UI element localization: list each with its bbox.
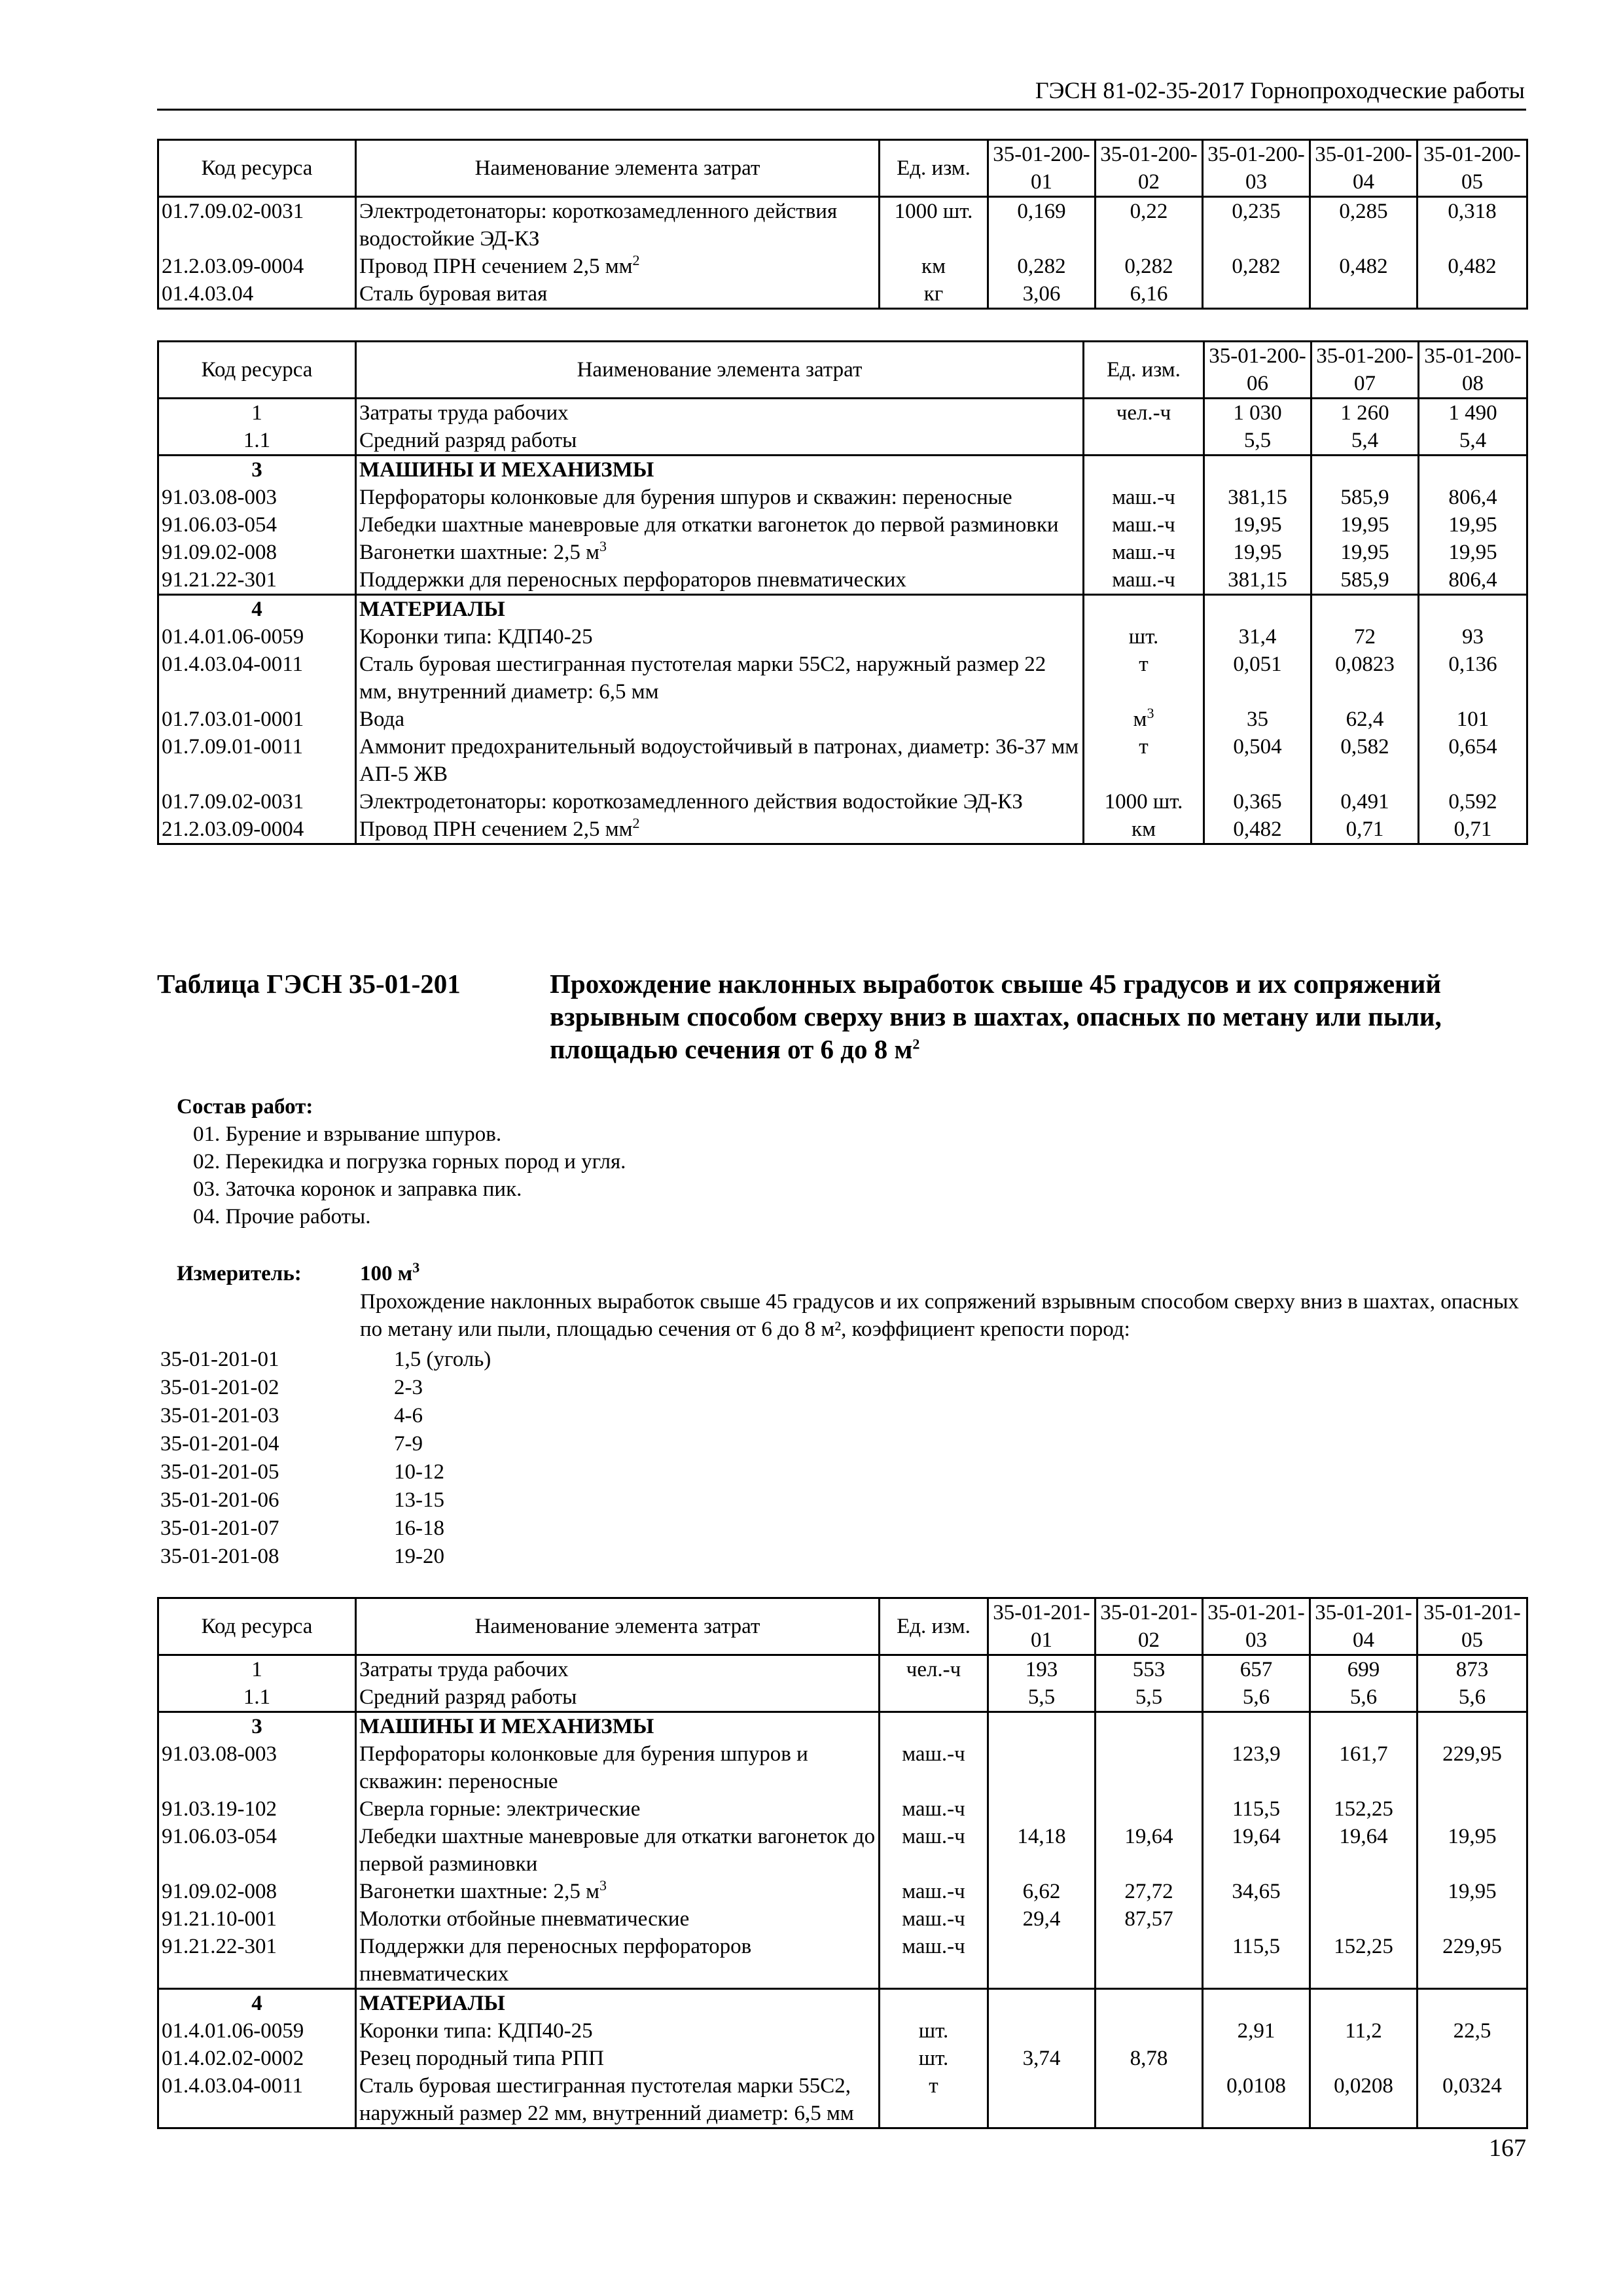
table-row: 1 Затраты труда рабочих чел.-ч 193 553 657 699 873 [158,1655,1527,1684]
col-name: Наименование элемента затрат [356,342,1084,399]
list-item: 35-01-201-01 1,5 (уголь) [160,1348,491,1371]
list-item: 35-01-201-06 13-15 [160,1488,444,1512]
work-title: Состав работ: [177,1095,313,1119]
col-norm: 35-01-200-03 [1203,140,1310,197]
table-row: 01.7.09.01-0011 Аммонит предохранительный водоустойчивый в патронах, диаметр: 36-37 мм АП-5 ЖВ т 0,504 0,582 0,654 [158,733,1527,788]
table-row: 91.09.02-008 Вагонетки шахтные: 2,5 $м^3$ маш.-ч 19,95 19,95 19,95 [158,539,1527,566]
section-row-machines: 3 МАШИНЫ И МЕХАНИЗМЫ [158,1712,1527,1741]
table-row: 01.4.01.06-0059 Коронки типа: КДП40-25 шт. 2,91 11,2 22,5 [158,2017,1527,2045]
col-norm: 35-01-200-07 [1311,342,1419,399]
table-row: 1 Затраты труда рабочих чел.-ч 1 030 1 260 1 490 [158,399,1527,427]
work-composition [177,1093,626,1230]
col-norm: 35-01-201-01 [988,1598,1096,1655]
table-title [157,967,1525,1085]
header-title: ГЭСН 81-02-35-2017 Горнопроходческие работы [1035,77,1525,103]
page-header [157,77,1526,111]
col-norm: 35-01-200-08 [1419,342,1527,399]
col-norm: 35-01-200-02 [1096,140,1203,197]
table-row: 01.4.03.04 Сталь буровая витая кг 3,06 6,16 [158,280,1527,309]
table-row: 91.06.03-054 Лебедки шахтные маневровые для откатки вагонеток до первой разминовки маш.-ч 19,95 19,95 19,95 [158,511,1527,539]
list-item: 35-01-201-08 19-20 [160,1545,444,1568]
table-row: 91.06.03-054 Лебедки шахтные маневровые для откатки вагонеток до первой разминовки маш.-ч 14,18 19,64 19,64 19,64 19,95 [158,1823,1527,1878]
col-norm: 35-01-200-01 [988,140,1096,197]
table-heading: Прохождение наклонных выработок свыше 45 градусов и их сопряжений взрывным способом сверху вниз в шахтах, опасных по метану или пыли, площадью сечения от 6 до 8 $м^2$ [550,969,1442,1064]
table-row: 21.2.03.09-0004 Провод ПРН сечением 2,5 $мм^2$ км 0,482 0,71 0,71 [158,816,1527,844]
table-row: 01.4.03.04-0011 Сталь буровая шестигранная пустотелая марки 55С2, наружный размер 22 мм, внутренний диаметр: 6,5 мм т 0,0108 0,0208 0,0324 [158,2072,1527,2128]
list-item: 35-01-201-07 16-18 [160,1516,444,1540]
list-item: 35-01-201-03 4-6 [160,1404,423,1427]
section-row-materials: 4 МАТЕРИАЛЫ [158,1989,1527,2018]
page-number: 167 [1489,2134,1526,2162]
section-row-machines: 3 МАШИНЫ И МЕХАНИЗМЫ [158,456,1527,484]
col-name: Наименование элемента затрат [356,140,880,197]
work-item: 03. Заточка коронок и заправка пик. [193,1177,522,1201]
norm-code-list [160,1346,815,1571]
resource-table-200-06-08 [157,340,1528,845]
work-item: 01. Бурение и взрывание шпуров. [193,1122,502,1146]
resource-table-200-01-05 [157,139,1528,310]
meter-description: Прохождение наклонных выработок свыше 45 градусов и их сопряжений взрывным способом сверху вниз в шахтах, опасных по метану или пыли, площадью сечения от 6 до 8 м², коэффициент крепости пород: [360,1290,1520,1341]
table-row: 1.1 Средний разряд работы 5,5 5,5 5,6 5,6 5,6 [158,1683,1527,1712]
col-name: Наименование элемента затрат [356,1598,880,1655]
meter-label: Измеритель: [177,1262,302,1285]
table-row: 91.03.19-102 Сверла горные: электрические маш.-ч 115,5 152,25 [158,1795,1527,1823]
table-row: 01.7.09.02-0031 Электродетонаторы: короткозамедленного действия водостойкие ЭД-КЗ 1000 шт. 0,365 0,491 0,592 [158,788,1527,816]
table-row: 01.4.01.06-0059 Коронки типа: КДП40-25 шт. 31,4 72 93 [158,623,1527,651]
col-norm: 35-01-201-02 [1096,1598,1203,1655]
table-label: Таблица ГЭСН 35-01-201 [157,969,461,999]
col-norm: 35-01-201-05 [1418,1598,1527,1655]
table-row: 01.4.02.02-0002 Резец породный типа РПП шт. 3,74 8,78 [158,2045,1527,2072]
col-unit: Ед. изм. [880,1598,988,1655]
col-norm: 35-01-200-06 [1204,342,1311,399]
table-row: 91.21.22-301 Поддержки для переносных перфораторов пневматических маш.-ч 381,15 585,9 806,4 [158,566,1527,595]
list-item: 35-01-201-02 2-3 [160,1376,423,1399]
table-row: 1.1 Средний разряд работы 5,5 5,4 5,4 [158,427,1527,456]
col-unit: Ед. изм. [1084,342,1204,399]
table-row: 01.7.09.02-0031 Электродетонаторы: короткозамедленного действия водостойкие ЭД-КЗ 1000 шт. 0,169 0,22 0,235 0,285 0,318 [158,197,1527,253]
col-code: Код ресурса [158,342,356,399]
table-row: 91.09.02-008 Вагонетки шахтные: 2,5 $м^3$ маш.-ч 6,62 27,72 34,65 19,95 [158,1878,1527,1905]
table-row: 91.21.22-301 Поддержки для переносных перфораторов пневматических маш.-ч 115,5 152,25 229,95 [158,1933,1527,1989]
col-unit: Ед. изм. [880,140,988,197]
col-code: Код ресурса [158,140,356,197]
work-item: 04. Прочие работы. [193,1205,371,1229]
table-row: 91.21.10-001 Молотки отбойные пневматические маш.-ч 29,4 87,57 [158,1905,1527,1933]
work-item: 02. Перекидка и погрузка горных пород и угля. [193,1150,626,1174]
col-norm: 35-01-200-04 [1310,140,1418,197]
table-row: 21.2.03.09-0004 Провод ПРН сечением 2,5 $мм^2$ км 0,282 0,282 0,282 0,482 0,482 [158,253,1527,280]
table-row: 01.7.03.01-0001 Вода $м^3$ 35 62,4 101 [158,706,1527,733]
section-row-materials: 4 МАТЕРИАЛЫ [158,595,1527,624]
resource-table-201-01-05 [157,1597,1528,2129]
meter-value: 100 $м^3$ [360,1259,420,1285]
table-row: 91.03.08-003 Перфораторы колонковые для бурения шпуров и скважин: переносные маш.-ч 381,15 585,9 806,4 [158,484,1527,511]
list-item: 35-01-201-05 10-12 [160,1460,444,1484]
col-norm: 35-01-201-03 [1203,1598,1310,1655]
table-row: 01.4.03.04-0011 Сталь буровая шестигранная пустотелая марки 55С2, наружный размер 22 мм, внутренний диаметр: 6,5 мм т 0,051 0,0823 0,136 [158,651,1527,706]
list-item: 35-01-201-04 7-9 [160,1432,423,1456]
col-code: Код ресурса [158,1598,356,1655]
table-row: 91.03.08-003 Перфораторы колонковые для бурения шпуров и скважин: переносные маш.-ч 123,9 161,7 229,95 [158,1740,1527,1795]
col-norm: 35-01-200-05 [1418,140,1527,197]
col-norm: 35-01-201-04 [1310,1598,1418,1655]
